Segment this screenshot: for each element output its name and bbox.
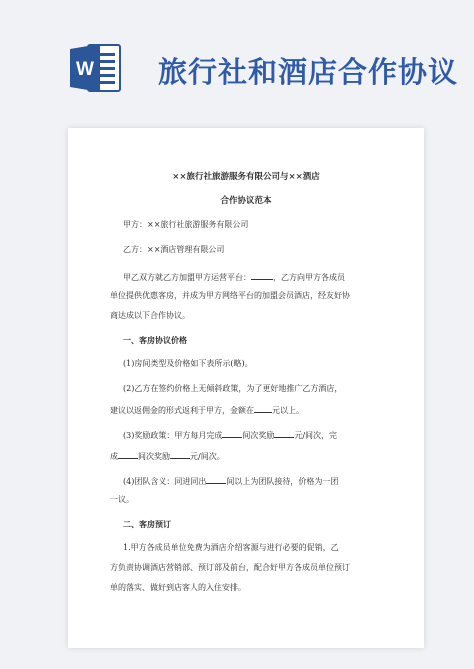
doc-title-line1: ××旅行社旅游服务有限公司与××酒店 bbox=[172, 172, 320, 182]
intro-line2: 单位提供优惠客房，并成为甲方网络平台的加盟会员酒店，经友好协 bbox=[110, 291, 350, 300]
word-icon bbox=[68, 41, 122, 95]
s1-item3-text-c: 元/间次，完 bbox=[294, 431, 338, 440]
party-a: 甲方：××旅行社旅游服务有限公司 bbox=[123, 220, 249, 229]
intro-line3: 商达成以下合作协议。 bbox=[110, 311, 190, 320]
s1-item3-text-f: 元/间次。 bbox=[190, 452, 225, 461]
party-b: 乙方：××酒店管理有限公司 bbox=[123, 245, 225, 254]
s1-item2-line2 bbox=[110, 403, 304, 417]
s1-item4-line1 bbox=[123, 474, 338, 488]
intro-text-a: 甲乙双方就乙方加盟甲方运营平台： bbox=[123, 273, 251, 282]
s2-item1-line2: 方负责协调酒店营销部、预订部及前台，配合好甲方各成员单位预订 bbox=[110, 563, 350, 572]
blank-field bbox=[118, 449, 138, 459]
s2-item1-line3: 单的落实、做好到店客人的入住安排。 bbox=[110, 583, 246, 592]
svg-text:W: W bbox=[76, 59, 94, 80]
intro-text-b: ，乙方向甲方各成员 bbox=[273, 273, 345, 282]
banner-title: 旅行社和酒店合作协议 bbox=[158, 55, 459, 89]
intro-line1 bbox=[123, 270, 345, 284]
s1-item2-text-a: 建议以返佣金的形式返利于甲方，金额在 bbox=[110, 406, 254, 415]
s1-item3-text-a: (3)奖励政策：甲方每月完成 bbox=[123, 431, 223, 440]
s1-item1: (1)房间类型及价格如下表所示(略)。 bbox=[123, 359, 253, 368]
s1-item3-line1 bbox=[123, 428, 337, 442]
blank-field bbox=[274, 428, 294, 438]
blank-field bbox=[222, 428, 242, 438]
doc-title-line2: 合作协议范本 bbox=[220, 196, 272, 206]
s1-item4-line2: 一议。 bbox=[110, 495, 134, 504]
blank-field bbox=[206, 474, 226, 484]
document-page bbox=[68, 128, 424, 648]
s1-item4-text-b: 间以上为团队接待，价格为一团 bbox=[226, 477, 339, 486]
blank-field bbox=[251, 270, 273, 280]
s1-item2-text-b: 元以上。 bbox=[272, 406, 304, 415]
section1-heading: 一、客房协议价格 bbox=[123, 335, 187, 345]
s1-item3-line2 bbox=[110, 449, 225, 463]
s2-item1-line1: 1.甲方各成员单位免费为酒店介绍客源与进行必要的促销，乙 bbox=[123, 543, 339, 552]
s1-item3-text-b: 间次奖励 bbox=[242, 431, 275, 440]
s1-item2-line1: (2)乙方在签约价格上无倾斜政策，为了更好地推广乙方酒店， bbox=[123, 384, 343, 393]
blank-field bbox=[170, 449, 190, 459]
s1-item3-text-d: 成 bbox=[110, 452, 118, 461]
header-banner bbox=[0, 0, 474, 118]
s1-item4-text-a: (4)团队含义：同进同出 bbox=[123, 477, 207, 486]
blank-field bbox=[254, 403, 272, 413]
s1-item3-text-e: 间次奖励 bbox=[138, 452, 170, 461]
section2-heading: 二、客房预订 bbox=[123, 519, 171, 529]
